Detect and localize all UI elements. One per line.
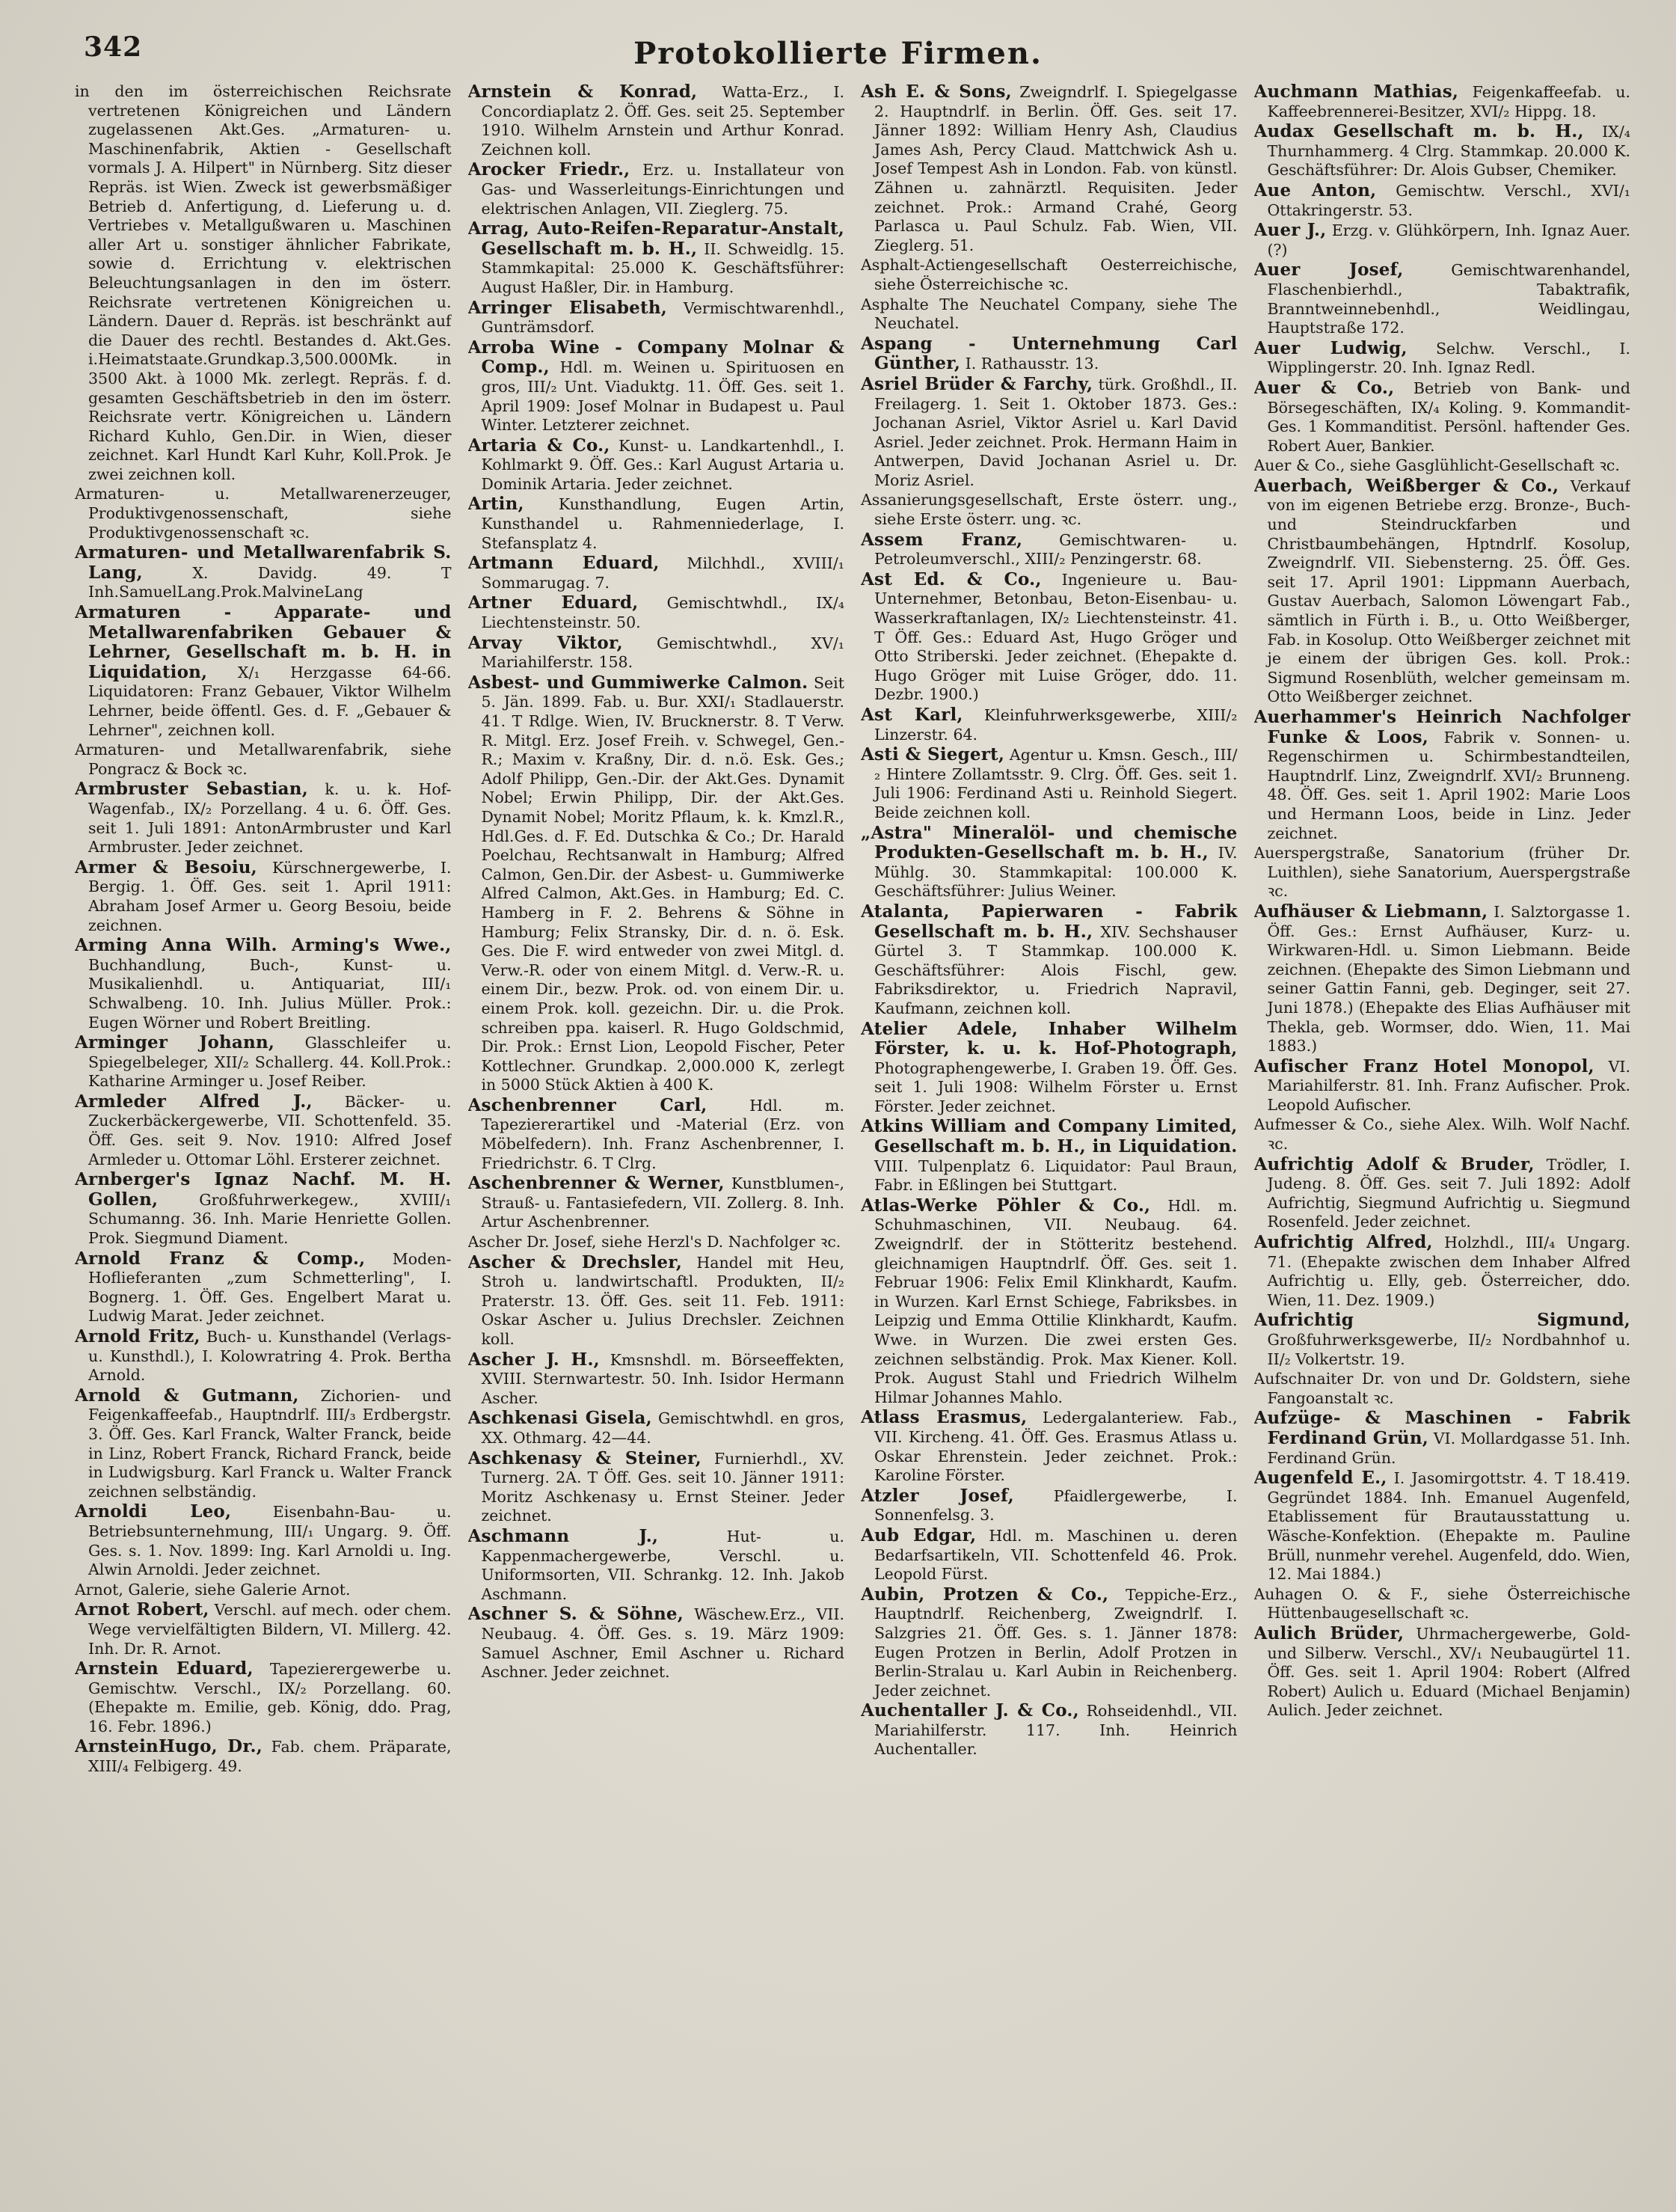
- firm-entry: [1254, 708, 1631, 843]
- firm-name: Arnstein Eduard,: [75, 1658, 254, 1679]
- firm-entry: [861, 82, 1238, 255]
- firm-details: Gemischtwarenhandel, Flaschenbierhdl., Tabaktrafik, Branntweinnebenhdl., Weidlingau, Hauptstraße 172.: [1267, 261, 1630, 337]
- firm-details: Armaturen- u. Metallwarenerzeuger, Produktivgenossenschaft, siehe Produktivgenossenschaft ꝛc.: [75, 485, 452, 542]
- firm-name: Atzler Josef,: [861, 1485, 1014, 1506]
- firm-entry: [468, 554, 845, 592]
- firm-entry: [861, 295, 1238, 334]
- firm-name: Auer Josef,: [1253, 260, 1404, 281]
- firm-details: Buch- u. Kunsthandel (Verlags- u. Kunsthdl.), I. Kolowratring 4. Prok. Bertha Arnold.: [88, 1328, 452, 1385]
- firm-entry: [75, 1581, 452, 1600]
- firm-entry: [861, 334, 1238, 374]
- firm-details: Zichorien- und Feigenkaffeefab., Hauptndrlf. III/₃ Erdbergstr. 3. Öff. Ges. Karl Franck, Walter Franck, beide in Linz, Robert Franck, Richard Franck, beide in Ludwigsburg. Karl Franck u. Walter Franck zeichnen selbständig.: [88, 1386, 452, 1501]
- firm-details: Vermischtwarenhdl., Gunträmsdorf.: [481, 298, 844, 337]
- firm-entry: [1254, 1370, 1631, 1408]
- firm-name: Aufrichtig Sigmund,: [1253, 1310, 1630, 1331]
- firm-entry: [861, 824, 1238, 901]
- firm-name: Auchentaller J. & Co.,: [861, 1700, 1079, 1721]
- firm-name: Aufzüge- & Maschinen - Fabrik Ferdinand Grün,: [1253, 1408, 1630, 1448]
- firm-entry: [1254, 1057, 1631, 1115]
- firm-details: Assanierungsgesellschaft, Erste österr. ung., siehe Erste österr. ung. ꝛc.: [861, 491, 1238, 529]
- firm-details: Buchhandlung, Buch-, Kunst- u. Musikalienhdl. u. Antiquariat, III/₁ Schwalbeng. 10. Inh. Julius Müller. Prok.: Eugen Wörner und Robert Breitling.: [88, 955, 452, 1032]
- firm-name: Arrag, Auto-Reifen-Reparatur-Anstalt, Gesellschaft m. b. H.,: [467, 218, 844, 259]
- firm-details: IV. Mühlg. 30. Stammkapital: 100.000 K. Geschäftsführer: Julius Weiner.: [874, 844, 1238, 901]
- firm-details: Rohseidenhdl., VII. Mariahilferstr. 117. Inh. Heinrich Auchentaller.: [874, 1702, 1238, 1759]
- firm-entry: [1254, 1624, 1631, 1721]
- firm-details: Milchhdl., XVIII/₁ Sommarugag. 7.: [481, 554, 844, 592]
- firm-name: Aulich Brüder,: [1253, 1623, 1405, 1643]
- firm-details: Teppiche-Erz., Hauptndrlf. Reichenberg, Zweigndrlf. I. Salzgries 21. Öff. Ges. s. 1. Jänner 1878: Eugen Protzen in Berlin, Adolf Protzen in Berlin-Stralau u. Karl Aubin in Reichenberg. Jeder zeichnet.: [874, 1585, 1238, 1700]
- firm-name: Atlas-Werke Pöhler & Co.,: [861, 1195, 1151, 1216]
- firm-name: Ast Ed. & Co.,: [861, 569, 1042, 589]
- firm-name: Aschenbrenner Carl,: [467, 1094, 707, 1115]
- firm-entry: [468, 436, 845, 494]
- firm-entry: [1254, 339, 1631, 378]
- firm-entry: [75, 1170, 452, 1248]
- firm-name: Atlass Erasmus,: [861, 1407, 1028, 1428]
- firm-name: Arnot Robert,: [75, 1599, 209, 1620]
- firm-details: Gemischtwhdl., XV/₁ Mariahilferstr. 158.: [481, 634, 844, 672]
- firm-name: Ash E. & Sons,: [861, 82, 1012, 102]
- firm-entry: [1254, 902, 1631, 1056]
- firm-entry: [468, 160, 845, 218]
- firm-details: X. Davidg. 49. T Inh.SamuelLang.Prok.MalvineLang: [88, 563, 452, 601]
- firm-entry: [468, 1174, 845, 1232]
- firm-name: Assem Franz,: [861, 529, 1023, 550]
- firm-details: Gemischtwhdl. en gros, XX. Othmarg. 42—44.: [481, 1409, 844, 1447]
- firm-entry: [861, 570, 1238, 705]
- firm-details: Hdl. m. Tapeziererartikel und -Material (Erz. von Möbelfedern). Inh. Franz Aschenbrenner, I. Friedrichstr. 6. T Clrg.: [481, 1096, 844, 1172]
- column-3: [861, 82, 1238, 2169]
- firm-name: Asbest- und Gummiwerke Calmon.: [467, 672, 808, 693]
- firm-name: Aschmann J.,: [467, 1525, 659, 1546]
- firm-entry: [861, 1196, 1238, 1408]
- firm-details: Auhagen O. & F., siehe Österreichische Hüttenbaugesellschaft ꝛc.: [1253, 1584, 1630, 1623]
- firm-details: VI. Mariahilferstr. 81. Inh. Franz Aufischer. Prok. Leopold Aufischer.: [1267, 1057, 1630, 1114]
- firm-entry: [1254, 456, 1631, 476]
- firm-name: Asti & Siegert,: [861, 744, 1005, 765]
- firm-entry: [468, 634, 845, 673]
- firm-name: Audax Gesellschaft m. b. H.,: [1253, 121, 1584, 142]
- firm-name: Aubin, Protzen & Co.,: [861, 1584, 1109, 1605]
- firm-name: Atkins William and Company Limited, Gesellschaft m. b. H., in Liquidation.: [861, 1116, 1238, 1157]
- firm-details: I. Salztorgasse 1. Öff. Ges.: Ernst Aufhäuser, Kurz- u. Wirkwaren-Hdl. u. Simon Liebmann. Beide zeichnen. (Ehepakte des Simon Liebmann und seiner Gattin Fanni, geb. Deginger, seit 27. Juni 1878.) (Ehepakte des Elias Aufhäuser mit Thekla, geb. Wormser, ddo. Wien, 11. Mai 1883.): [1267, 902, 1630, 1056]
- firm-name: Arringer Elisabeth,: [467, 297, 667, 318]
- firm-details: IX/₄ Thurnhammerg. 4 Clrg. Stammkap. 20.000 K. Geschäftsführer: Dr. Alois Gubser, Chemiker.: [1267, 123, 1630, 180]
- firm-entry: [1254, 379, 1631, 456]
- firm-details: Kürschnergewerbe, I. Bergig. 1. Öff. Ges. seit 1. April 1911: Abraham Josef Armer u. Georg Besoiu, beide zeichnen.: [88, 858, 452, 934]
- firm-details: Aufschnaiter Dr. von und Dr. Goldstern, siehe Fangoanstalt ꝛc.: [1253, 1370, 1630, 1407]
- firm-entry: [468, 1233, 845, 1252]
- firm-name: Aschkenasi Gisela,: [467, 1408, 652, 1429]
- firm-entry: [861, 1486, 1238, 1525]
- firm-entry: [75, 1600, 452, 1658]
- firm-details: Hdl. m. Schuhmaschinen, VII. Neubaug. 64. Zweigndrlf. der in Stötteritz bestehend. gleichnamigen Hauptndrlf. Öff. Ges. seit 1. Februar 1906: Felix Emil Klinkhardt, Kaufm. in Wurzen. Karl Ernst Schiege, Fabriksbes. in Leipzig und Emma Ottilie Klinkhardt, Kaufm. Wwe. in Wurzen. Die zwei ersten Ges. zeichnen selbständig. Prok. Max Kiener. Koll. Prok. August Stahl und Friedrich Wilhelm Hilmar Johannes Mahlo.: [874, 1196, 1238, 1406]
- firm-name: Auerbach, Weißberger & Co.,: [1253, 475, 1559, 496]
- firm-entry: [75, 1737, 452, 1776]
- firm-entry: [1254, 1409, 1631, 1468]
- firm-name: Arnold & Gutmann,: [75, 1385, 299, 1406]
- firm-entry: [1254, 1233, 1631, 1310]
- firm-name: Auer & Co.,: [1253, 377, 1395, 398]
- firm-details: Selchw. Verschl., I. Wipplingerstr. 20. Inh. Ignaz Redl.: [1267, 339, 1630, 377]
- firm-entry: [1254, 844, 1631, 901]
- firm-details: Kleinfuhrwerksgewerbe, XIII/₂ Linzerstr. 64.: [874, 706, 1238, 744]
- firm-name: „Astra" Mineralöl- und chemische Produkten-Gesellschaft m. b. H.,: [861, 822, 1238, 863]
- firm-name: Aspang - Unternehmung Carl Günther,: [861, 333, 1238, 374]
- firm-details: Ascher Dr. Josef, siehe Herzl's D. Nachfolger ꝛc.: [467, 1233, 841, 1251]
- firm-details: Verschl. auf mech. oder chem. Wege vervielfältigten Bildern, VI. Millerg. 42. Inh. Dr. R. Arnot.: [88, 1601, 452, 1658]
- firm-entry: [861, 1701, 1238, 1759]
- firm-entry: [75, 1249, 452, 1326]
- firm-name: Atalanta, Papierwaren - Fabrik Gesellschaft m. b. H.,: [861, 901, 1238, 942]
- firm-entry: [468, 1350, 845, 1409]
- firm-details: Fabrik v. Sonnen- u. Regenschirmen u. Schirmbestandteilen, Hauptndrlf. Linz, Zweigndrlf. XVI/₂ Brunneng. 48. Öff. Ges. seit 1. April 1902: Marie Loos und Hermann Loos, beide in Linz. Jeder zeichnet.: [1267, 728, 1630, 842]
- firm-entry: [75, 1502, 452, 1579]
- firm-name: Arroba Wine - Company Molnar & Comp.,: [467, 337, 844, 378]
- firm-name: Arnstein & Konrad,: [467, 82, 698, 102]
- firm-entry: [1254, 1115, 1631, 1154]
- firm-entry: [468, 219, 845, 297]
- column-4: [1254, 82, 1631, 2169]
- firm-entry: [1254, 82, 1631, 121]
- firm-name: Arnoldi Leo,: [75, 1501, 232, 1522]
- firm-entry: [468, 82, 845, 159]
- firm-details: Gemischtwhdl., IX/₄ Liechtensteinstr. 50.: [481, 594, 844, 632]
- firm-name: Armbruster Sebastian,: [75, 779, 308, 800]
- firm-details: Gemischtwaren- u. Petroleumverschl., XIII/₂ Penzingerstr. 68.: [874, 530, 1238, 569]
- firm-entry: [1254, 122, 1631, 180]
- firm-entry: [468, 673, 845, 1095]
- firm-details: Kunsthandlung, Eugen Artin, Kunsthandel u. Rahmenniederlage, I. Stefansplatz 4.: [481, 495, 844, 552]
- firm-details: Glasschleifer u. Spiegelbeleger, XII/₂ Schallerg. 44. Koll.Prok.: Katharine Arminger u. Josef Reiber.: [88, 1034, 452, 1091]
- firm-name: Armaturen- und Metallwarenfabrik S. Lang,: [75, 542, 452, 583]
- firm-name: Artin,: [467, 494, 524, 515]
- firm-name: Arming Anna Wilh. Arming's Wwe.,: [75, 935, 452, 956]
- firm-entry: [861, 1408, 1238, 1485]
- firm-entry: [468, 494, 845, 553]
- firm-entry: [468, 1253, 845, 1349]
- firm-entry: [1254, 1311, 1631, 1369]
- firm-name: Augenfeld E.,: [1253, 1468, 1387, 1489]
- firm-name: Aschkenasy & Steiner,: [467, 1447, 702, 1468]
- firm-entry: [861, 1585, 1238, 1701]
- firm-entry: [861, 375, 1238, 491]
- page-number: 342: [84, 31, 143, 63]
- firm-entry: [75, 1327, 452, 1385]
- firm-name: ArnsteinHugo, Dr.,: [75, 1736, 263, 1757]
- firm-name: Auer Ludwig,: [1253, 337, 1408, 358]
- firm-name: Arnold Fritz,: [75, 1326, 200, 1346]
- firm-details: Verkauf von im eigenen Betriebe erzg. Bronze-, Buch- und Steindruckfarben und Christbaumbehängen, Hptndrlf. Kosolup, Zweigndrlf. VII. Siebensterng. 25. Öff. Ges. seit 17. April 1901: Lippmann Auerbach, Gustav Auerbach, Salomon Löwengart Fab., sämtlich in Fürth i. B., u. Otto Weißberger, Fab. in Kosolup. Otto Weißberger zeichnet mit je einem der übrigen Ges. koll. Prok.: Sigmund Rosenblüth, welcher gemeinsam m. Otto Weißberger zeichnet.: [1267, 477, 1630, 706]
- firm-entry: [1254, 260, 1631, 337]
- firm-details: Watta-Erz., I. Concordiaplatz 2. Öff. Ges. seit 25. September 1910. Wilhelm Arnstein und Arthur Konrad. Zeichnen koll.: [481, 83, 844, 159]
- firm-name: Arvay Viktor,: [467, 632, 623, 653]
- firm-details: Asphalt-Actiengesellschaft Oesterreichische, siehe Österreichische ꝛc.: [861, 256, 1238, 293]
- firm-name: Auchmann Mathias,: [1253, 82, 1459, 102]
- firm-details: VI. Mollardgasse 51. Inh. Ferdinand Grün.: [1267, 1429, 1630, 1467]
- firm-entry: [75, 1386, 452, 1502]
- firm-entry: [861, 1117, 1238, 1195]
- firm-details: Trödler, I. Judeng. 8. Öff. Ges. seit 7. Juli 1892: Adolf Aufrichtig, Siegmund Aufrichtig u. Siegmund Rosenfeld. Jeder zeichnet.: [1267, 1155, 1630, 1231]
- firm-details: Moden-Hoflieferanten „zum Schmetterling", I. Bognerg. 1. Öff. Ges. Engelbert Marat u. Ludwig Marat. Jeder zeichnet.: [88, 1249, 452, 1326]
- firm-details: Uhrmachergewerbe, Gold- und Silberw. Verschl., XV/₁ Neubaugürtel 11. Öff. Ges. seit 1. April 1904: Robert (Alfred Robert) Aulich u. Eduard (Michael Benjamin) Aulich. Jeder zeichnet.: [1267, 1624, 1630, 1720]
- firm-details: Auer & Co., siehe Gasglühlicht-Gesellschaft ꝛc.: [1253, 456, 1620, 475]
- firm-details: Hut- u. Kappenmachergewerbe, Verschl. u. Uniformsorten, VII. Schrankg. 12. Inh. Jakob Aschmann.: [481, 1527, 844, 1603]
- firm-name: Armer & Besoiu,: [75, 857, 257, 877]
- firm-entry: [1254, 181, 1631, 220]
- firm-details: Kunst- u. Landkartenhdl., I. Kohlmarkt 9. Öff. Ges.: Karl August Artaria u. Dominik Artaria. Jeder zeichnet.: [481, 436, 844, 493]
- firm-entry: [75, 1033, 452, 1091]
- firm-details: I. Rathausstr. 13.: [965, 355, 1099, 373]
- firm-details: Asphalte The Neuchatel Company, siehe The Neuchatel.: [861, 295, 1238, 333]
- firm-details: türk. Großhdl., II. Freilagerg. 1. Seit 1. Oktober 1873. Ges.: Jochanan Asriel, Viktor Asriel u. Karl David Asriel. Jeder zeichnet. Prok. Hermann Haim in Antwerpen, David Jochanan Asriel u. Dr. Moriz Asriel.: [874, 375, 1238, 489]
- firm-details: Zweigndrlf. I. Spiegelgasse 2. Hauptndrlf. in Berlin. Öff. Ges. seit 17. Jänner 1892: William Henry Ash, Claudius James Ash, Percy Claud. Mattchwick Ash u. Josef Tempest Ash in London. Fab. von künstl. Zähnen u. zahnärztl. Requisiten. Jeder zeichnet. Prok.: Armand Crahé, Georg Parlasca u. Paul Schulz. Fab. Wien, VII. Zieglerg. 51.: [874, 83, 1238, 254]
- directory-columns: [75, 82, 1630, 2169]
- firm-name: Asriel Brüder & Farchy,: [861, 373, 1093, 394]
- firm-entry: [861, 1020, 1238, 1117]
- column-1: [75, 82, 452, 2169]
- firm-details: Ledergalanteriew. Fab., VII. Kircheng. 41. Öff. Ges. Erasmus Atlass u. Oskar Ehrenstein. Jeder zeichnet. Prok.: Karoline Förster.: [874, 1409, 1238, 1485]
- firm-entry: [468, 593, 845, 632]
- firm-entry: [1254, 221, 1631, 260]
- firm-name: Atelier Adele, Inhaber Wilhelm Förster, k. u. k. Hof-Photograph,: [861, 1018, 1238, 1059]
- firm-details: Feigenkaffeefab. u. Kaffeebrennerei-Besitzer, XVI/₂ Hippg. 18.: [1267, 83, 1630, 120]
- firm-details: Erz. u. Installateur von Gas- und Wasserleitungs-Einrichtungen und elektrischen Anlagen, VII. Zieglerg. 75.: [481, 161, 844, 218]
- firm-entry: [75, 936, 452, 1032]
- firm-details: Erzg. v. Glühkörpern, Inh. Ignaz Auer. (?): [1267, 221, 1630, 259]
- firm-name: Artmann Eduard,: [467, 553, 660, 574]
- firm-entry: [861, 530, 1238, 569]
- firm-name: Auerhammer's Heinrich Nachfolger Funke & Loos,: [1253, 707, 1630, 747]
- firm-name: Arocker Friedr.,: [467, 159, 630, 180]
- firm-entry: [1254, 1468, 1631, 1584]
- firm-details: k. u. k. Hof-Wagenfab., IX/₂ Porzellang. 4 u. 6. Öff. Ges. seit 1. Juli 1891: AntonArmbruster und Karl Armbruster. Jeder zeichnet.: [88, 780, 452, 857]
- firm-entry: [75, 485, 452, 542]
- firm-name: Ascher & Drechsler,: [467, 1251, 683, 1272]
- firm-entry: [861, 256, 1238, 294]
- firm-details: Aufmesser & Co., siehe Alex. Wilh. Wolf Nachf. ꝛc.: [1253, 1115, 1630, 1154]
- firm-entry: [861, 745, 1238, 822]
- firm-name: Aschenbrenner & Werner,: [467, 1173, 725, 1194]
- firm-details: Betrieb von Bank- und Börsegeschäften, IX/₄ Koling. 9. Kommandit-Ges. 1 Kommanditist. Persönl. haftender Ges. Robert Auer, Bankier.: [1267, 379, 1630, 455]
- firm-details: Armaturen- und Metallwarenfabrik, siehe Pongracz & Bock ꝛc.: [75, 741, 452, 778]
- firm-name: Aufrichtig Adolf & Bruder,: [1253, 1154, 1535, 1174]
- firm-details: II. Schweidlg. 15. Stammkapital: 25.000 K. Geschäftsführer: August Haßler, Dir. in Hamburg.: [481, 239, 844, 296]
- firm-entry: [75, 858, 452, 935]
- firm-entry: [75, 543, 452, 602]
- firm-entry: [861, 705, 1238, 744]
- firm-entry: [1254, 1155, 1631, 1232]
- firm-details: in den im österreichischen Reichsrate vertretenen Königreichen und Ländern zugelassenen Akt.Ges. „Armaturen- u. Maschinenfabrik, Aktien - Gesellschaft vormals J. A. Hilpert" in Nürnberg. Sitz dieser Repräs. ist Wien. Zweck ist gewerbsmäßiger Betrieb d. Anfertigung, d. Lieferung u. d. Vertriebes v. Metallgußwaren u. Maschinen aller Art u. sonstiger ähnlicher Fabrikate, sowie d. Errichtung v. elektrischen Beleuchtungsanlagen in den im österr. Reichsrate vertretenen Königreichen u. Ländern. Dauer d. Repräs. ist beschränkt auf die Dauer des rechtl. Bestandes d. Akt.Ges. i.Heimatstaate.Grundkap.3,500.000Mk. in 3500 Akt. à 1000 Mk. zerlegt. Repräs. f. d. gesamten Geschäftsbetrieb in den im österr. Reichsrate vertr. Königreichen u. Ländern Richard Kuhlo, Gen.Dir. in Wien, dieser zeichnet. Karl Hundt Karl Kuhr, Koll.Prok. Je zwei zeichnen koll.: [75, 82, 452, 483]
- firm-entry: [468, 1096, 845, 1173]
- firm-entry: [861, 491, 1238, 529]
- firm-entry: [75, 1092, 452, 1169]
- firm-name: Arminger Johann,: [75, 1032, 275, 1053]
- firm-details: Bäcker- u. Zuckerbäckergewerbe, VII. Schottenfeld. 35. Öff. Ges. seit 9. Nov. 1910: Alfred Josef Armleder u. Ottomar Löhl. Ersterer zeichnet.: [88, 1092, 452, 1168]
- firm-entry: [861, 902, 1238, 1019]
- firm-details: Photographengewerbe, I. Graben 19. Öff. Ges. seit 1. Juli 1908: Wilhelm Förster u. Ernst Förster. Jeder zeichnet.: [874, 1058, 1238, 1115]
- firm-name: Artaria & Co.,: [467, 435, 610, 456]
- firm-name: Armaturen - Apparate- und Metallwarenfabriken Gebauer & Lehrner, Gesellschaft m. b. H. in Liquidation,: [75, 602, 452, 682]
- firm-details: Handel mit Heu, Stroh u. landwirtschaftl. Produkten, II/₂ Praterstr. 13. Öff. Ges. seit 11. Feb. 1911: Oskar Ascher u. Julius Drechsler. Zeichnen koll.: [481, 1253, 844, 1348]
- firm-name: Ast Karl,: [861, 705, 963, 725]
- firm-entry: [1254, 1585, 1631, 1623]
- firm-details: Holzhdl., III/₄ Ungarg. 71. (Ehepakte zwischen dem Inhaber Alfred Aufrichtig u. Elly, geb. Österreicher, ddo. Wien, 11. Dez. 1909.): [1267, 1234, 1630, 1309]
- firm-entry: [75, 1659, 452, 1736]
- firm-details: Großfuhrwerkegew., XVIII/₁ Schumanng. 36. Inh. Marie Henriette Gollen. Prok. Siegmund Diament.: [88, 1190, 452, 1248]
- running-head: Protokollierte Firmen.: [633, 36, 1043, 71]
- firm-details: Eisenbahn-Bau- u. Betriebsunternehmung, III/₁ Ungarg. 9. Öff. Ges. s. 1. Nov. 1899: Ing. Karl Arnoldi u. Ing. Alwin Arnoldi. Jeder zeichnet.: [88, 1503, 452, 1579]
- firm-name: Aufhäuser & Liebmann,: [1253, 901, 1488, 922]
- firm-entry: [75, 82, 452, 484]
- firm-entry: [468, 298, 845, 337]
- firm-details: X/₁ Herzgasse 64-66. Liquidatoren: Franz Gebauer, Viktor Wilhelm Lehrner, beide öffentl. Ges. d. F. „Gebauer & Lehrner", zeichnen koll.: [88, 663, 452, 739]
- firm-entry: [468, 338, 845, 435]
- firm-details: Kunstblumen-, Strauß- u. Fantasiefedern, VII. Zollerg. 8. Inh. Artur Aschenbrenner.: [481, 1174, 844, 1231]
- firm-entry: [468, 1605, 845, 1682]
- firm-entry: [468, 1409, 845, 1447]
- firm-name: Ascher J. H.,: [467, 1349, 600, 1370]
- firm-name: Aschner S. & Söhne,: [467, 1604, 684, 1625]
- firm-name: Arnberger's Ignaz Nachf. M. H. Gollen,: [75, 1169, 452, 1210]
- firm-details: VIII. Tulpenplatz 6. Liquidator: Paul Braun, Fabr. in Eßlingen bei Stuttgart.: [874, 1156, 1238, 1195]
- column-2: [468, 82, 845, 2169]
- firm-details: Pfaidlergewerbe, I. Sonnenfelsg. 3.: [874, 1486, 1238, 1525]
- firm-details: Gemischtw. Verschl., XVI/₁ Ottakringerstr. 53.: [1267, 181, 1630, 219]
- firm-name: Aue Anton,: [1253, 180, 1377, 200]
- firm-name: Aufrichtig Alfred,: [1253, 1232, 1433, 1253]
- firm-name: Artner Eduard,: [467, 592, 639, 613]
- firm-details: Wäschew.Erz., VII. Neubaug. 4. Öff. Ges. s. 19. März 1909: Samuel Aschner, Emil Aschner u. Richard Aschner. Jeder zeichnet.: [481, 1605, 844, 1682]
- firm-details: Ingenieure u. Bau-Unternehmer, Betonbau, Beton-Eisenbau- u. Wasserkraftanlagen, IX/₂ Liechtensteinstr. 41. T Öff. Ges.: Eduard Ast, Hugo Gröger und Otto Striberski. Jeder zeichnet. (Ehepakte d. Hugo Gröger mit Luise Gröger, ddo. 11. Dezbr. 1900.): [874, 570, 1238, 704]
- firm-details: Hdl. m. Maschinen u. deren Bedarfsartikeln, VII. Schottenfeld 46. Prok. Leopold Fürst.: [874, 1526, 1238, 1584]
- firm-details: Arnot, Galerie, siehe Galerie Arnot.: [75, 1580, 351, 1599]
- firm-details: Großfuhrwerksgewerbe, II/₂ Nordbahnhof u. II/₂ Volkertstr. 19.: [1267, 1331, 1630, 1368]
- firm-details: Kmsnshdl. m. Börseeffekten, XVIII. Sternwartestr. 50. Inh. Isidor Hermann Ascher.: [481, 1350, 844, 1407]
- firm-details: Furnierhdl., XV. Turnerg. 2A. T Öff. Ges. seit 10. Jänner 1911: Moritz Aschkenasy u. Ernst Steiner. Jeder zeichnet.: [481, 1449, 844, 1525]
- firm-entry: [468, 1527, 845, 1604]
- firm-details: XIV. Sechshauser Gürtel 3. T Stammkap. 100.000 K. Geschäftsführer: Alois Fischl, gew. Fabriksdirektor, u. Friedrich Napravil, Kaufmann, zeichnen koll.: [874, 922, 1238, 1017]
- firm-details: I. Jasomirgottstr. 4. T 18.419. Gegründet 1884. Inh. Emanuel Augenfeld, Etablissement für Brautausstattung u. Wäsche-Konfektion. (Ehepakte m. Pauline Brüll, nunmehr verehel. Augenfeld, ddo. Wien, 12. Mai 1884.): [1267, 1469, 1630, 1584]
- firm-details: Agentur u. Kmsn. Gesch., III/₂ Hintere Zollamtsstr. 9. Clrg. Öff. Ges. seit 1. Juli 1906: Ferdinand Asti u. Reinhold Siegert. Beide zeichnen koll.: [874, 746, 1238, 821]
- firm-details: Tapezierergewerbe u. Gemischtw. Verschl., IX/₂ Porzellang. 60. (Ehepakte m. Emilie, geb. König, ddo. Prag, 16. Febr. 1896.): [88, 1660, 452, 1735]
- firm-name: Armleder Alfred J.,: [75, 1091, 313, 1112]
- firm-entry: [75, 741, 452, 779]
- firm-name: Arnold Franz & Comp.,: [75, 1248, 366, 1269]
- firm-entry: [1254, 477, 1631, 707]
- firm-name: Aufischer Franz Hotel Monopol,: [1253, 1056, 1594, 1076]
- firm-entry: [861, 1526, 1238, 1584]
- firm-name: Auer J.,: [1253, 220, 1327, 241]
- firm-details: Hdl. m. Weinen u. Spirituosen en gros, III/₂ Unt. Viaduktg. 11. Öff. Ges. seit 1. April 1909: Josef Molnar in Budapest u. Paul Winter. Letzterer zeichnet.: [481, 358, 844, 435]
- firm-details: Auerspergstraße, Sanatorium (früher Dr. Luithlen), siehe Sanatorium, Auerspergstraße ꝛc.: [1253, 844, 1630, 901]
- firm-entry: [468, 1449, 845, 1526]
- firm-details: Fab. chem. Präparate, XIII/₄ Felbigerg. 49.: [88, 1738, 452, 1776]
- firm-name: Aub Edgar,: [861, 1525, 977, 1545]
- firm-details: Seit 5. Jän. 1899. Fab. u. Bur. XXI/₁ Stadlauerstr. 41. T Rdlge. Wien, IV. Brucknerstr. 8. T Verw. R. Mitgl. Erz. Josef Freih. v. Schwegel, Gen.-R.; Maxim v. Kraßny, Dir. d. n.ö. Esk. Ges.; Adolf Philipp, Gen.-Dir. der Akt.Ges. Dynamit Nobel; Erwin Philipp, Dir. der Akt.Ges. Dynamit Nobel; Moritz Pflaum, k. k. Kmzl.R., Hdl.Ges. d. F. Ed. Dutschka & Co.; Dr. Harald Poelchau, Rechtsanwalt in Hamburg; Alfred Calmon, Gen.Dir. der Asbest- u. Gummiwerke Alfred Calmon, Akt.Ges. in Hamburg; Ed. C. Hamberg in F. 2. Behrens & Söhne in Hamburg; Felix Stransky, Dir. d. n. ö. Esk. Ges. Die F. wird entweder von zwei Mitgl. d. Verw.-R. oder von einem Mitgl. d. Verw.-R. u. einem Dir., bezw. Prok. od. von einem Dir. u. einem Prok. koll. gezeichn. Dir. u. die Prok. schreiben ppa. kaiserl. R. Hugo Goldschmid, Dir. Prok.: Ernst Lion, Leopold Fischer, Peter Kottlechner. Grundkap. 2,000.000 K, zerlegt in 5000 Stück Aktien à 400 K.: [481, 673, 844, 1094]
- firm-entry: [75, 779, 452, 857]
- firm-entry: [75, 603, 452, 740]
